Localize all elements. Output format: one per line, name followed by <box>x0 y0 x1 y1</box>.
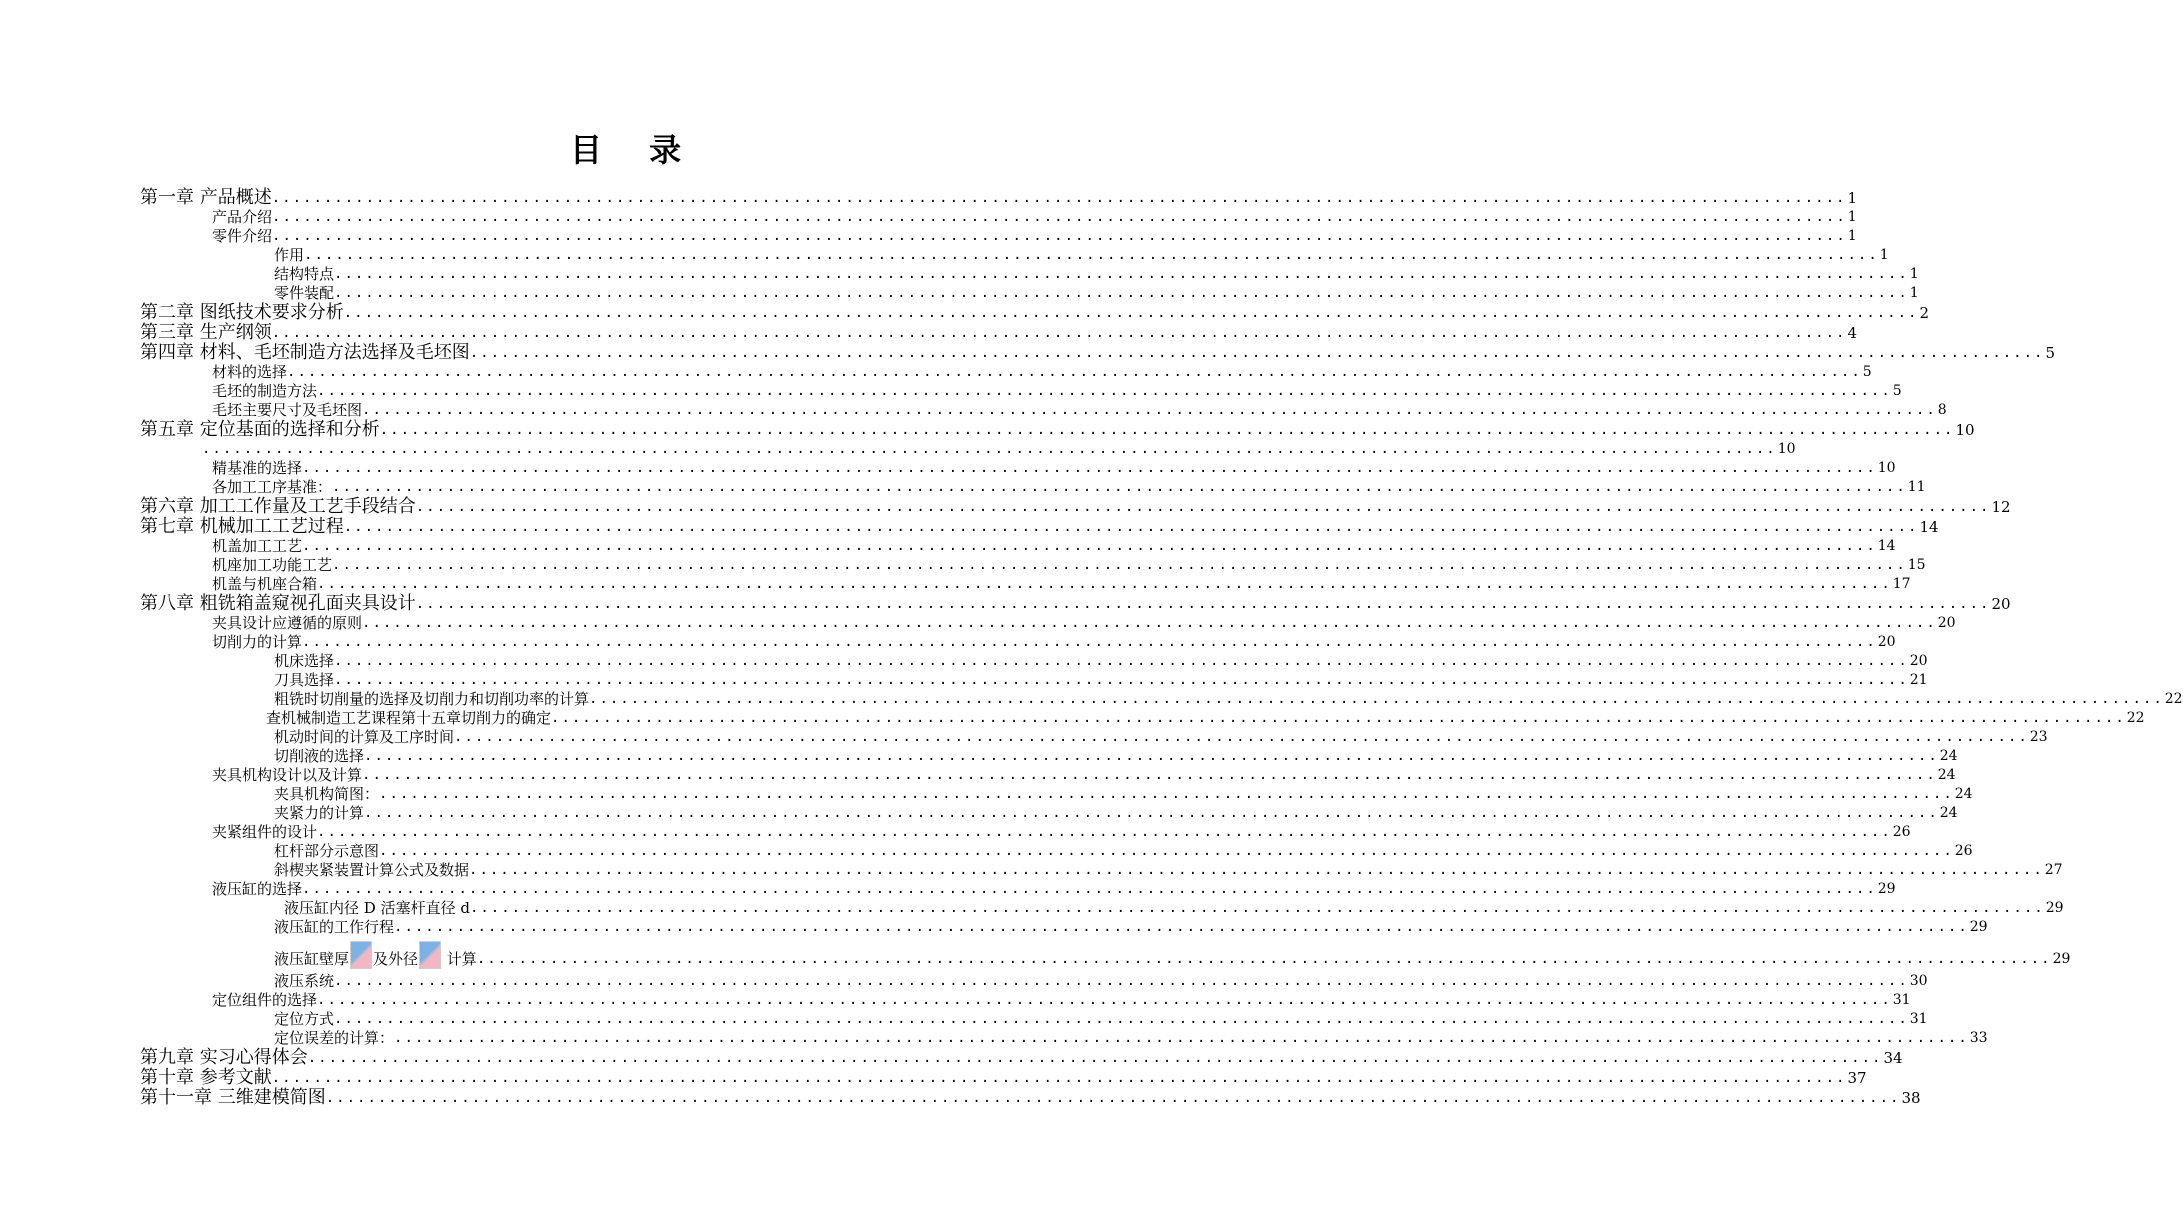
toc-dot-leader: ....................................................................................................................................................... <box>302 634 1877 650</box>
toc-entry[interactable] <box>140 593 2011 614</box>
toc-entry[interactable] <box>140 633 1896 652</box>
toc-entry-title: 第十章 参考文献 <box>140 1067 272 1088</box>
toc-page-number: 22 <box>2126 710 2145 726</box>
toc-entry-title: 第九章 实习心得体会 <box>140 1047 308 1068</box>
toc-page-number: 24 <box>1939 748 1958 764</box>
toc-entry-title: 毛坯的制造方法 <box>212 382 318 400</box>
toc-entry-title: 夹具机构设计以及计算 <box>212 766 363 784</box>
toc-page-number: 5 <box>1892 383 1902 399</box>
toc-dot-leader: ....................................................................................................................................................... <box>334 285 1909 301</box>
toc-entry[interactable] <box>140 342 2056 363</box>
toc-entry[interactable] <box>140 478 1926 497</box>
toc-entry[interactable] <box>140 284 1919 303</box>
toc-dot-leader: ....................................................................................................................................................... <box>394 1030 1969 1046</box>
toc-page-number: 17 <box>1892 576 1911 592</box>
toc-entry[interactable] <box>140 187 1858 208</box>
toc-entry-title: 各加工工序基准： <box>212 478 333 496</box>
toc-dot-leader: ....................................................................................................................................................... <box>302 881 1877 897</box>
toc-page-number: 24 <box>1937 767 1956 783</box>
toc-page-number: 15 <box>1907 557 1926 573</box>
toc-entry[interactable] <box>140 614 1956 633</box>
toc-dot-leader: ....................................................................................................................................................... <box>302 460 1877 476</box>
toc-entry[interactable] <box>140 671 1928 690</box>
toc-dot-leader: ....................................................................................................................................................... <box>334 653 1909 669</box>
toc-dot-leader: ....................................................................................................................................................... <box>334 973 1909 989</box>
toc-entry[interactable] <box>140 969 1928 991</box>
toc-entry-title: 夹具机构简图： <box>274 785 380 803</box>
toc-entry-title: 机座加工功能工艺 <box>212 556 333 574</box>
toc-page-number: 11 <box>1907 479 1926 495</box>
toc-page-number: 20 <box>1937 615 1956 631</box>
toc-page-number: 1 <box>1847 189 1858 207</box>
toc-dot-leader: ....................................................................................................................................................... <box>454 729 2029 745</box>
toc-entry-title: 定位组件的选择 <box>212 991 318 1009</box>
toc-entry-title: 夹具设计应遵循的原则 <box>212 614 363 632</box>
toc-entry-title: 杠杆部分示意图 <box>274 842 380 860</box>
toc-entry[interactable] <box>140 1029 1988 1048</box>
toc-page-number: 33 <box>1969 1030 1988 1046</box>
toc-dot-leader: ....................................................................................................................................................... <box>551 710 2126 726</box>
toc-dot-leader: ....................................................................................................................................................... <box>272 209 1847 225</box>
toc-entry[interactable] <box>140 575 1911 594</box>
toc-dot-leader: ....................................................................................................................................................... <box>302 538 1877 554</box>
toc-page-number: 8 <box>1937 402 1947 418</box>
toc-entry-title: 零件介绍 <box>212 227 273 245</box>
toc-entry[interactable] <box>140 227 1857 246</box>
toc-entry-title: 夹紧力的计算 <box>274 804 365 822</box>
toc-dot-leader: ....................................................................................................................................................... <box>379 422 1955 438</box>
toc-entry-title: 机盖与机座合箱 <box>212 575 318 593</box>
toc-entry-title: 液压缸的选择 <box>212 880 303 898</box>
toc-entry-title <box>274 941 477 969</box>
toc-entry[interactable] <box>140 861 2063 880</box>
toc-dot-leader: ....................................................................................................................................................... <box>394 919 1969 935</box>
toc-page-number: 22 <box>2164 691 2183 707</box>
toc-page-number: 10 <box>1877 460 1896 476</box>
toc-dot-leader: ....................................................................................................................................................... <box>362 767 1937 783</box>
toc-dot-leader: ....................................................................................................................................................... <box>317 992 1892 1008</box>
toc-entry[interactable] <box>140 652 1928 671</box>
toc-dot-leader: ....................................................................................................................................................... <box>332 557 1907 573</box>
toc-dot-leader: ....................................................................................................................................................... <box>379 843 1954 859</box>
toc-dot-leader: ....................................................................................................................................................... <box>317 383 1892 399</box>
toc-entry[interactable] <box>140 747 1958 766</box>
toc-page-number: 38 <box>1901 1089 1921 1107</box>
toc-entry[interactable] <box>140 556 1926 575</box>
toc-entry-title: 第二章 图纸技术要求分析 <box>140 302 344 323</box>
toc-entry[interactable] <box>140 302 1930 323</box>
toc-entry[interactable] <box>140 1010 1928 1029</box>
toc-page-number: 1 <box>1909 266 1919 282</box>
toc-page-number: 30 <box>1909 973 1928 989</box>
toc-entry-title: 第八章 粗铣箱盖窥视孔面夹具设计 <box>140 593 416 614</box>
toc-entry[interactable] <box>140 728 2048 747</box>
toc-entry[interactable] <box>140 899 2064 918</box>
toc-dot-leader: ....................................................................................................................................................... <box>325 1090 1901 1106</box>
toc-entry-title: 定位方式 <box>274 1010 335 1028</box>
toc-entry[interactable] <box>140 496 2011 517</box>
toc-entry-title: 切削液的选择 <box>274 747 365 765</box>
toc-page-number: 21 <box>1909 672 1928 688</box>
toc-entry[interactable] <box>140 785 1973 804</box>
toc-dot-leader: ....................................................................................................................................................... <box>334 266 1909 282</box>
toc-entry[interactable] <box>140 880 1896 899</box>
toc-page-number: 31 <box>1909 1011 1928 1027</box>
toc-dot-leader: ....................................................................................................................................................... <box>364 805 1939 821</box>
toc-page-number: 10 <box>1777 441 1796 457</box>
toc-page-number: 23 <box>2029 729 2048 745</box>
toc-entry[interactable] <box>140 208 1857 227</box>
toc-page-number: 29 <box>1877 881 1896 897</box>
toc-page-number: 31 <box>1892 992 1911 1008</box>
toc-entry-title: 第六章 加工工作量及工艺手段结合 <box>140 496 416 517</box>
toc-dot-leader: ....................................................................................................................................................... <box>362 402 1937 418</box>
toc-entry[interactable] <box>140 709 2145 728</box>
toc-page-number: 1 <box>1909 285 1919 301</box>
toc-entry[interactable] <box>140 690 2183 709</box>
toc-dot-leader: ....................................................................................................................................................... <box>364 748 1939 764</box>
toc-dot-leader: ....................................................................................................................................................... <box>415 596 1991 612</box>
toc-dot-leader: ....................................................................................................................................................... <box>476 951 2052 967</box>
toc-entry-title: 斜楔夹紧装置计算公式及数据 <box>274 861 470 879</box>
toc-entry[interactable] <box>140 1087 1921 1108</box>
toc-entry[interactable] <box>140 322 1858 343</box>
toc-page-number: 20 <box>1991 595 2011 613</box>
toc-page-number: 14 <box>1877 538 1896 554</box>
toc-entry-title: 作用 <box>274 246 305 264</box>
toc-page-number: 1 <box>1879 247 1889 263</box>
toc-entry-title: 机动时间的计算及工序时间 <box>274 728 455 746</box>
toc-dot-leader: ....................................................................................................................................................... <box>589 691 2164 707</box>
toc-page-number: 29 <box>2045 900 2064 916</box>
toc-entry-title: 精基准的选择 <box>212 459 303 477</box>
toc-entry-title-part: 计算 <box>442 950 477 968</box>
toc-entry[interactable] <box>140 516 1939 537</box>
toc-entry[interactable] <box>140 937 2071 969</box>
toc-entry[interactable] <box>140 823 1911 842</box>
toc-entry-title-part: 液压缸壁厚 <box>274 950 350 968</box>
toc-entry[interactable] <box>140 246 1889 265</box>
toc-entry-title: 切削力的计算 <box>212 633 303 651</box>
toc-entry-title: 第四章 材料、毛坯制造方法选择及毛坯图 <box>140 342 470 363</box>
toc-dot-leader: ....................................................................................................................................................... <box>469 900 2045 916</box>
toc-entry[interactable] <box>140 804 1958 823</box>
toc-entry-title: 刀具选择 <box>274 671 335 689</box>
toc-entry-title: 夹紧组件的设计 <box>212 823 318 841</box>
toc-page-number: 37 <box>1847 1069 1867 1087</box>
toc-entry-title: 液压缸的工作行程 <box>274 918 395 936</box>
toc-dot-leader: ....................................................................................................................................................... <box>287 364 1862 380</box>
toc-dot-leader: ....................................................................................................................................................... <box>317 576 1892 592</box>
toc-entry[interactable] <box>140 363 1872 382</box>
toc-entry-title: 第七章 机械加工工艺过程 <box>140 516 344 537</box>
toc-entry[interactable] <box>140 440 1796 459</box>
toc-entry[interactable] <box>140 459 1896 478</box>
table-of-contents <box>140 187 2183 1108</box>
toc-page-number: 20 <box>1877 634 1896 650</box>
toc-entry-title-part: 及外径 <box>373 950 419 968</box>
toc-page-number: 27 <box>2044 862 2063 878</box>
toc-entry-title: 粗铣时切削量的选择及切削力和切削功率的计算 <box>274 690 590 708</box>
toc-entry-title: 材料的选择 <box>212 363 288 381</box>
toc-entry-title: 零件装配 <box>274 284 335 302</box>
toc-entry[interactable] <box>140 401 1947 420</box>
toc-page-number: 12 <box>1991 498 2011 516</box>
toc-page-number: 26 <box>1892 824 1911 840</box>
toc-page-number: 20 <box>1909 653 1928 669</box>
toc-entry[interactable] <box>140 918 1988 937</box>
broken-image-icon <box>419 941 441 969</box>
toc-entry-title: 液压系统 <box>274 972 335 990</box>
toc-page-number: 24 <box>1954 786 1973 802</box>
toc-page-number: 10 <box>1955 421 1975 439</box>
toc-entry[interactable] <box>140 842 1973 861</box>
toc-dot-leader: ....................................................................................................................................................... <box>202 441 1777 457</box>
toc-dot-leader: ....................................................................................................................................................... <box>343 305 1919 321</box>
toc-dot-leader: ....................................................................................................................................................... <box>334 672 1909 688</box>
toc-dot-leader: ....................................................................................................................................................... <box>332 479 1907 495</box>
toc-page-number: 29 <box>2052 951 2071 967</box>
toc-entry[interactable] <box>140 991 1911 1010</box>
toc-page-number: 5 <box>2045 344 2056 362</box>
toc-entry[interactable] <box>140 766 1956 785</box>
toc-page-number: 34 <box>1883 1049 1903 1067</box>
toc-page-number: 1 <box>1847 209 1857 225</box>
toc-entry-title: 毛坯主要尺寸及毛坯图 <box>212 401 363 419</box>
toc-dot-leader: ....................................................................................................................................................... <box>272 228 1847 244</box>
toc-entry-title: 产品介绍 <box>212 208 273 226</box>
toc-entry[interactable] <box>140 265 1919 284</box>
toc-page-number: 14 <box>1919 518 1939 536</box>
toc-dot-leader: ....................................................................................................................................................... <box>415 499 1991 515</box>
toc-page-number: 2 <box>1919 304 1930 322</box>
toc-dot-leader: ....................................................................................................................................................... <box>343 519 1919 535</box>
toc-page-number: 5 <box>1862 364 1872 380</box>
toc-entry-title: 第三章 生产纲领 <box>140 322 272 343</box>
toc-page-number: 26 <box>1954 843 1973 859</box>
toc-page-number: 4 <box>1847 324 1858 342</box>
broken-image-icon <box>350 941 372 969</box>
toc-entry[interactable] <box>140 537 1896 556</box>
toc-entry[interactable] <box>140 419 1975 440</box>
toc-dot-leader: ....................................................................................................................................................... <box>469 862 2044 878</box>
toc-dot-leader: ....................................................................................................................................................... <box>271 190 1847 206</box>
toc-page-number: 1 <box>1847 228 1857 244</box>
toc-dot-leader: ....................................................................................................................................................... <box>379 786 1954 802</box>
toc-entry[interactable] <box>140 1067 1867 1088</box>
toc-dot-leader: ....................................................................................................................................................... <box>362 615 1937 631</box>
toc-page-number: 24 <box>1939 805 1958 821</box>
toc-entry-title: 第五章 定位基面的选择和分析 <box>140 419 380 440</box>
toc-dot-leader: ....................................................................................................................................................... <box>271 325 1847 341</box>
toc-page-number: 29 <box>1969 919 1988 935</box>
page-title: 目 录 <box>570 131 700 169</box>
toc-entry-title: 第一章 产品概述 <box>140 187 272 208</box>
toc-entry-title: 查机械制造工艺课程第十五章切削力的确定 <box>266 709 552 727</box>
toc-dot-leader: ....................................................................................................................................................... <box>317 824 1892 840</box>
toc-dot-leader: ....................................................................................................................................................... <box>469 345 2045 361</box>
toc-entry-title: 结构特点 <box>274 265 335 283</box>
toc-dot-leader: ....................................................................................................................................................... <box>334 1011 1909 1027</box>
toc-entry-title: 机床选择 <box>274 652 335 670</box>
toc-dot-leader: ....................................................................................................................................................... <box>304 247 1879 263</box>
toc-entry-title: 机盖加工工艺 <box>212 537 303 555</box>
toc-dot-leader: ....................................................................................................................................................... <box>307 1050 1883 1066</box>
toc-entry-title: 液压缸内径 D 活塞杆直径 d <box>284 899 470 917</box>
toc-dot-leader: ....................................................................................................................................................... <box>271 1070 1847 1086</box>
toc-entry[interactable] <box>140 1047 1903 1068</box>
toc-entry[interactable] <box>140 382 1902 401</box>
toc-entry-title: 第十一章 三维建模简图 <box>140 1087 326 1108</box>
toc-entry-title: 定位误差的计算： <box>274 1029 395 1047</box>
